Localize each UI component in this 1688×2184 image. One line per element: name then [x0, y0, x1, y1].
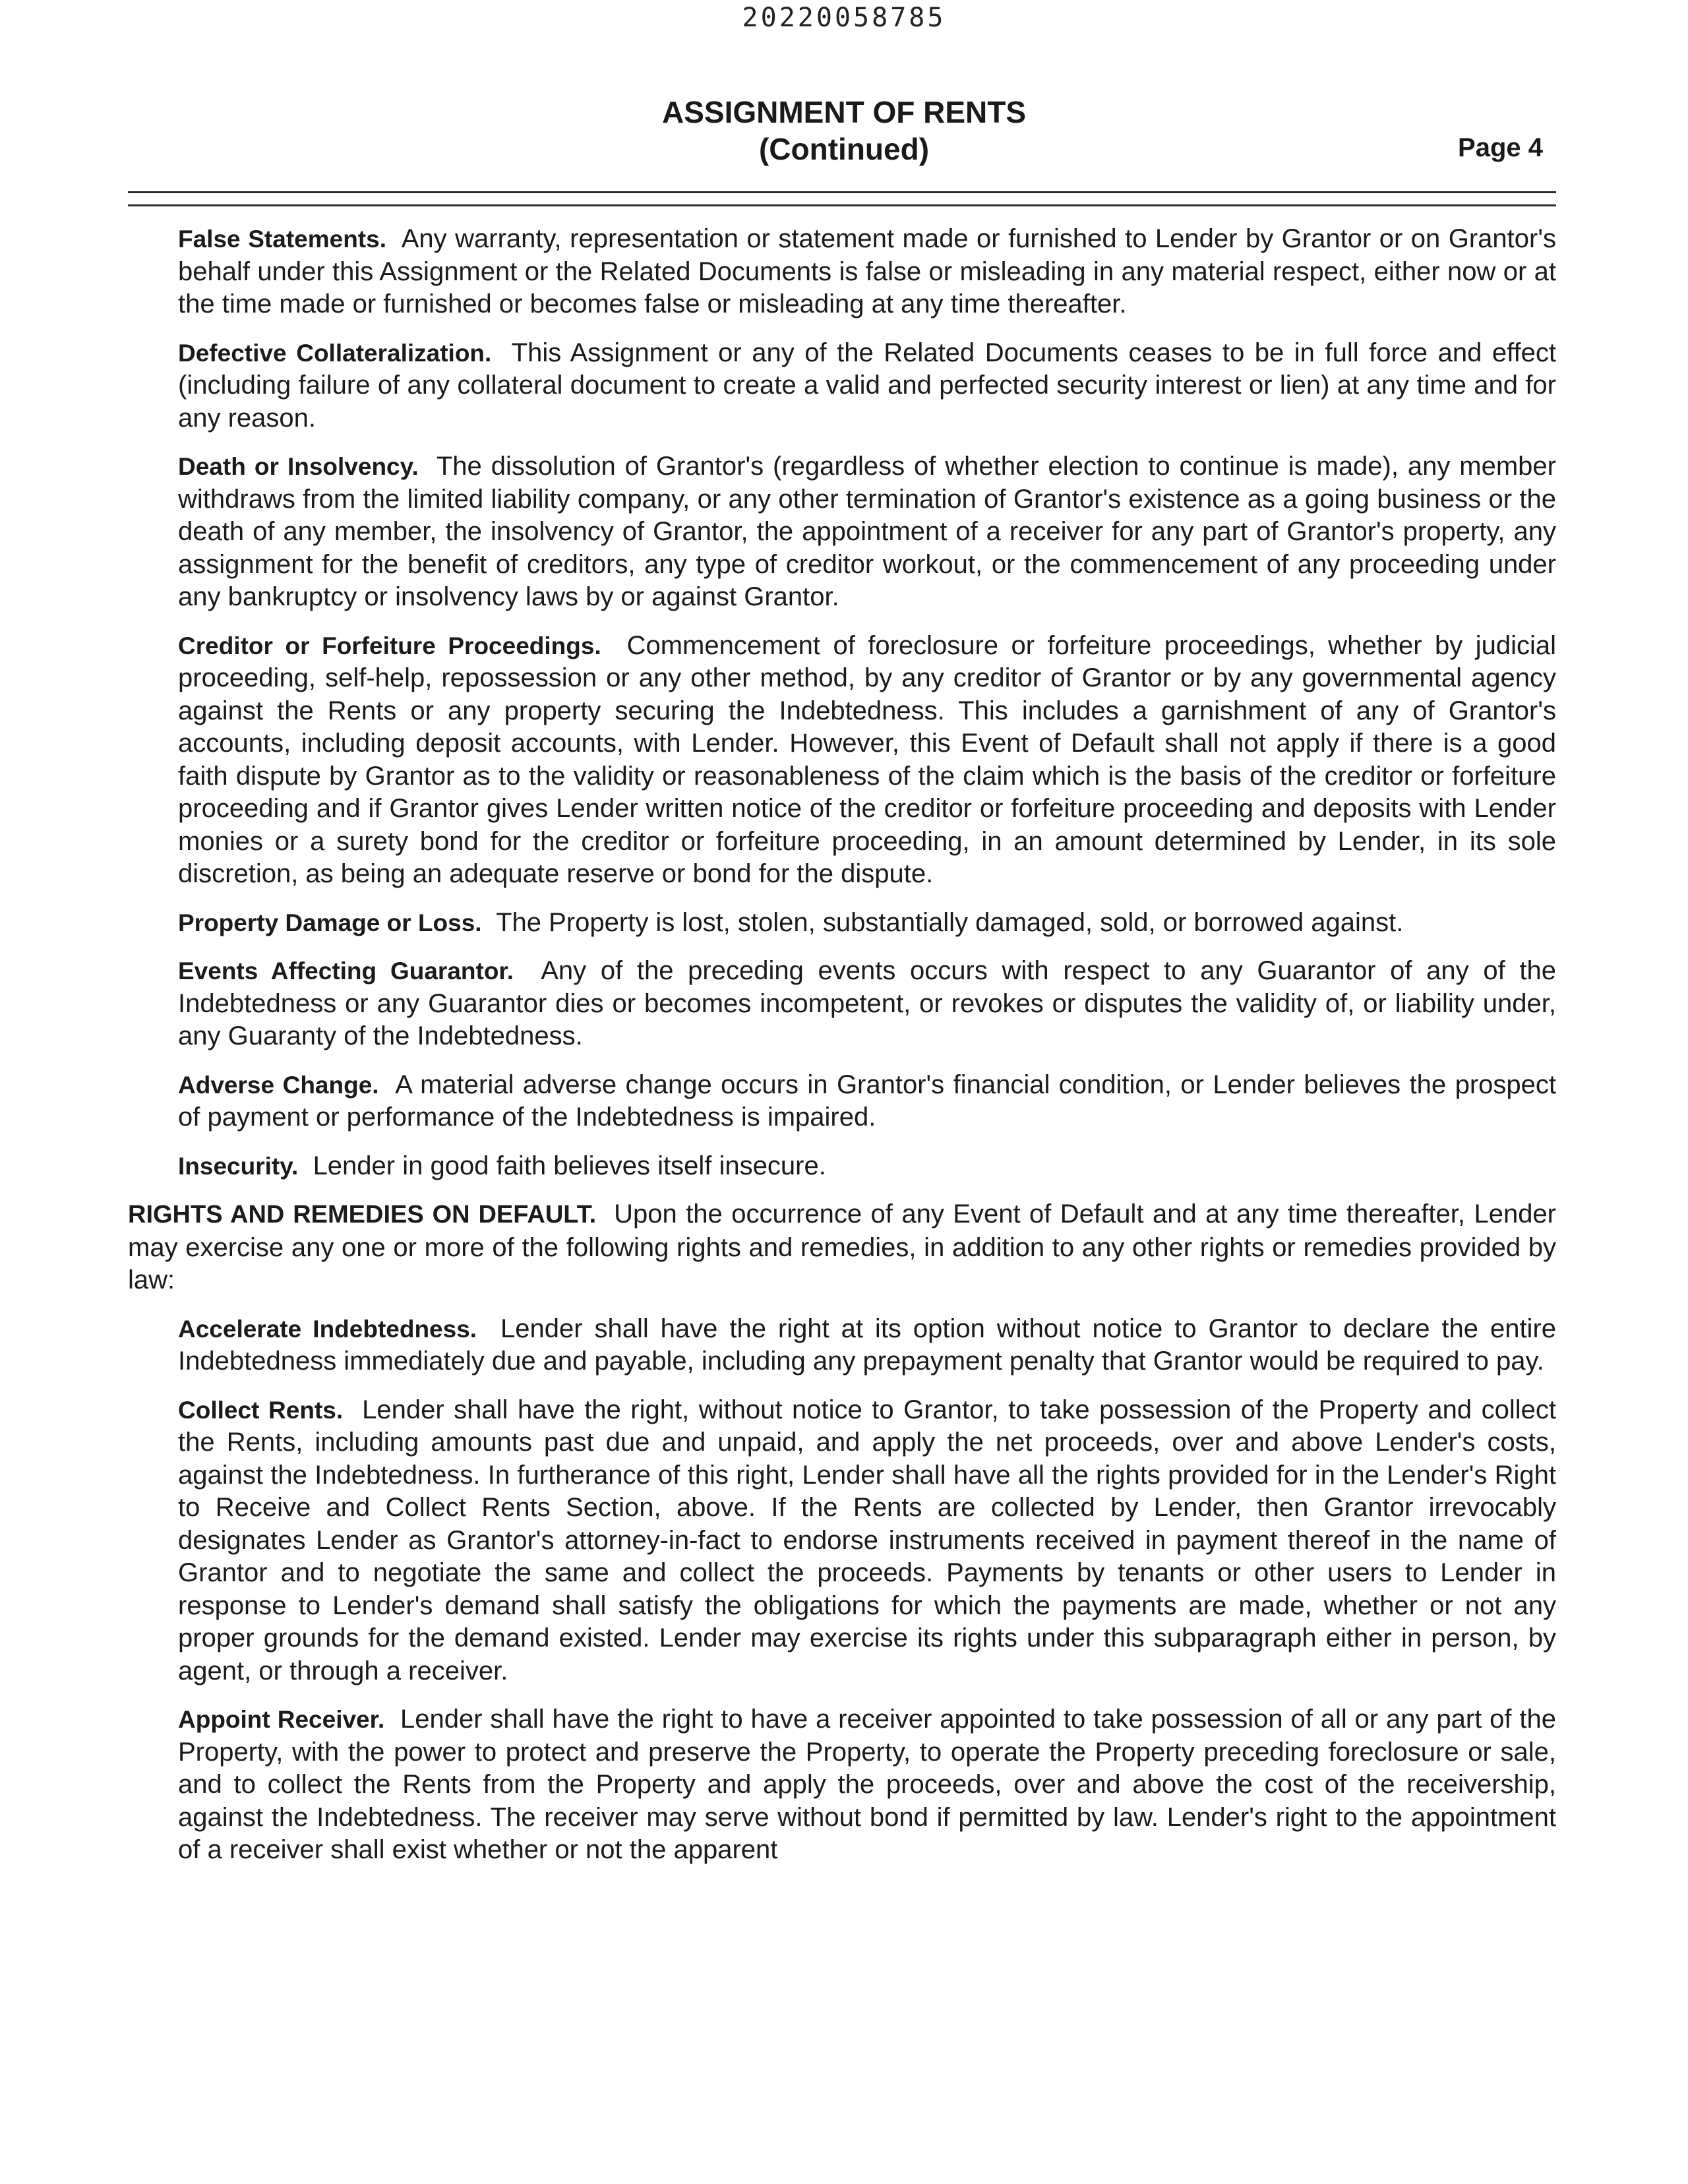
paragraph-heading: Adverse Change.	[178, 1071, 379, 1099]
paragraph-events-affecting-guarantor	[178, 955, 1556, 1053]
header-rule-bottom	[128, 204, 1556, 206]
document-number: 20220058785	[742, 3, 946, 33]
paragraph-rights-and-remedies	[128, 1198, 1556, 1297]
paragraph-heading: False Statements.	[178, 226, 386, 253]
paragraph-accelerate-indebtedness	[178, 1313, 1556, 1378]
paragraph-heading: Defective Collateralization.	[178, 339, 492, 367]
document-body	[128, 223, 1556, 1883]
paragraph-heading: Insecurity.	[178, 1152, 299, 1180]
header-rule-top	[128, 191, 1556, 193]
paragraph-text: Upon the occurrence of any Event of Default and at any time thereafter, Lender may exercise any one or more of the following rights and remedies, in addition to any other rights or remedies provided by law:	[128, 1199, 1557, 1294]
paragraph-text: Lender shall have the right, without notice to Grantor, to take possession of the Property and collect the Rents, including amounts past due and unpaid, and apply the net proceeds, over and above Lender's costs, against the Indebtedness. In furtherance of this right, Lender shall have all the rights provided for in the Lender's Right to Receive and Collect Rents Section, above. If the Rents are collected by Lender, then Grantor irrevocably designates Lender as Grantor's attorney-in-fact to endorse instruments received in payment thereof in the name of Grantor and to negotiate the same and collect the proceeds. Payments by tenants or other users to Lender in response to Lender's demand shall satisfy the obligations for which the payments are made, whether or not any proper grounds for the demand existed. Lender may exercise its rights under this subparagraph either in person, by agent, or through a receiver.	[178, 1395, 1556, 1685]
paragraph-property-damage	[178, 907, 1556, 940]
paragraph-text: A material adverse change occurs in Grantor's financial condition, or Lender believes the prospect of payment or performance of the Indebtedness is impaired.	[178, 1070, 1556, 1132]
paragraph-collect-rents	[178, 1394, 1556, 1688]
title-line: ASSIGNMENT OF RENTS	[661, 95, 1027, 129]
paragraph-heading: Collect Rents.	[178, 1396, 344, 1424]
paragraph-text: Any warranty, representation or statement made or furnished to Lender by Grantor or on Grantor's behalf under this Assignment or the Related Documents is false or misleading in any material respect, either now or at the time made or furnished or becomes false or misleading at any time thereafter.	[178, 224, 1556, 318]
paragraph-heading: Accelerate Indebtedness.	[178, 1315, 477, 1343]
paragraph-text: Commencement of foreclosure or forfeiture proceedings, whether by judicial proceeding, self-help, repossession or any other method, by any creditor of Grantor or by any governmental agency against the Rents or any property securing the Indebtedness. This includes a garnishment of any of Grantor's accounts, including deposit accounts, with Lender. However, this Event of Default shall not apply if there is a good faith dispute by Grantor as to the validity or reasonableness of the claim which is the basis of the creditor or forfeiture proceeding and if Grantor gives Lender written notice of the creditor or forfeiture proceeding and deposits with Lender monies or a surety bond for the creditor or forfeiture proceeding, in an amount determined by Lender, in its sole discretion, as being an adequate reserve or bond for the dispute.	[178, 630, 1556, 888]
paragraph-insecurity	[178, 1150, 1556, 1183]
paragraph-appoint-receiver	[178, 1703, 1556, 1867]
paragraph-false-statements	[178, 223, 1556, 321]
paragraph-text: Lender shall have the right at its option without notice to Grantor to declare the entire Indebtedness immediately due and payable, including any prepayment penalty that Grantor would be required to pay.	[178, 1314, 1557, 1376]
paragraph-death-or-insolvency	[178, 450, 1556, 614]
paragraph-heading: Death or Insolvency.	[178, 453, 419, 480]
paragraph-text: This Assignment or any of the Related Documents ceases to be in full force and effect (including failure of any collateral document to create a valid and perfected security interest or lien) at any time and for any reason.	[178, 338, 1556, 433]
page-number: Page 4	[1458, 133, 1543, 162]
paragraph-text: Lender shall have the right to have a receiver appointed to take possession of all or any part of the Property, with the power to protect and preserve the Property, to operate the Property preceding foreclosure or sale, and to collect the Rents from the Property and apply the proceeds, over and above the cost of the receivership, against the Indebtedness. The receiver may serve without bond if permitted by law. Lender's right to the appointment of a receiver shall exist whether or not the apparent	[178, 1705, 1556, 1864]
page-title	[0, 94, 1688, 167]
paragraph-text: Any of the preceding events occurs with respect to any Guarantor of any of the Indebtedness or any Guarantor dies or becomes incompetent, or revokes or disputes the validity of, or liability under, any Guaranty of the Indebtedness.	[178, 956, 1556, 1050]
paragraph-heading: Creditor or Forfeiture Proceedings.	[178, 632, 601, 659]
paragraph-defective-collateralization	[178, 337, 1556, 435]
paragraph-text: The Property is lost, stolen, substantially damaged, sold, or borrowed against.	[496, 907, 1404, 937]
subtitle-line: (Continued)	[758, 132, 930, 166]
paragraph-adverse-change	[178, 1069, 1556, 1134]
section-heading: RIGHTS AND REMEDIES ON DEFAULT.	[128, 1201, 597, 1228]
paragraph-heading: Appoint Receiver.	[178, 1706, 385, 1733]
paragraph-text: Lender in good faith believes itself insecure.	[313, 1151, 826, 1180]
paragraph-creditor-proceedings	[178, 630, 1556, 891]
paragraph-text: The dissolution of Grantor's (regardless of whether election to continue is made), any member withdraws from the limited liability company, or any other termination of Grantor's existence as a going business or the death of any member, the insolvency of Grantor, the appointment of a receiver for any part of Grantor's property, any assignment for the benefit of creditors, any type of creditor workout, or the commencement of any proceeding under any bankruptcy or insolvency laws by or against Grantor.	[178, 452, 1556, 611]
paragraph-heading: Events Affecting Guarantor.	[178, 957, 514, 985]
paragraph-heading: Property Damage or Loss.	[178, 909, 482, 936]
